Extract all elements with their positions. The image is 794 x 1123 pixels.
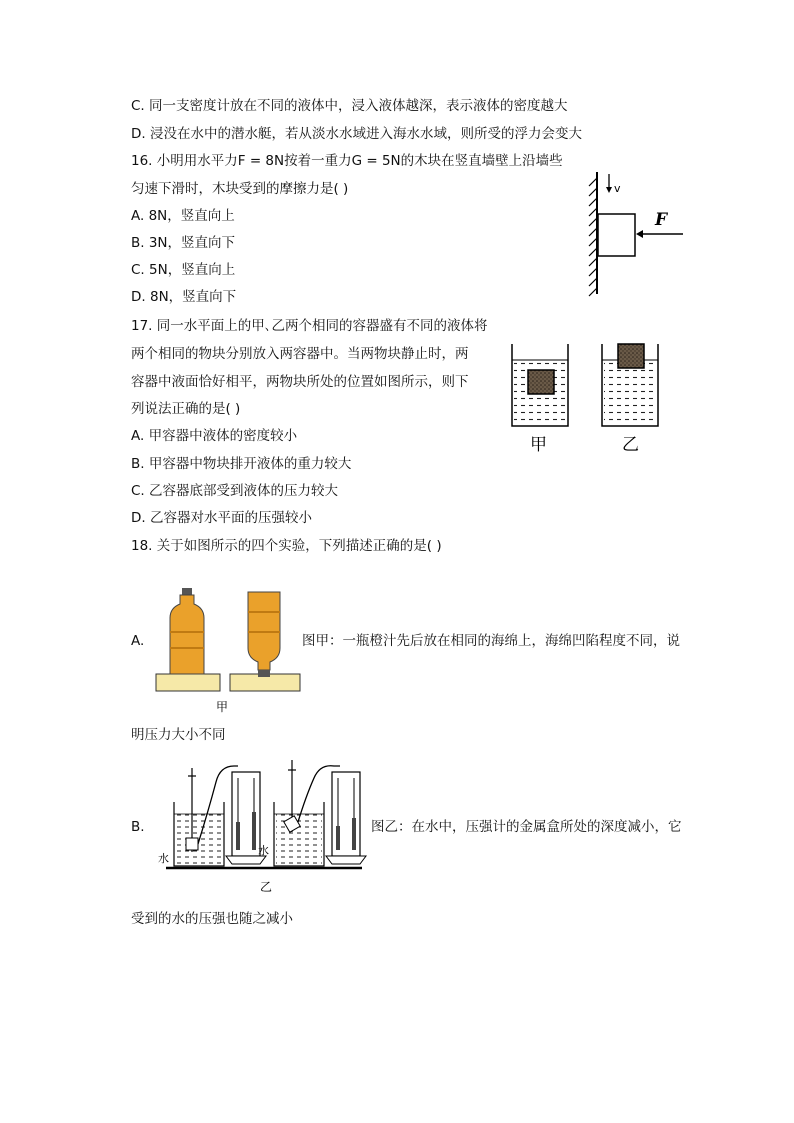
container-yi: [602, 344, 658, 426]
question-17-option-b: B. 甲容器中物块排开液体的重力较大: [131, 456, 352, 472]
force-arrow-icon: [636, 230, 683, 238]
question-17-option-d: D. 乙容器对水平面的压强较小: [131, 510, 312, 526]
velocity-arrow-icon: [606, 174, 612, 193]
block-in-jia: [528, 370, 554, 394]
question-16-option-d: D. 8N，竖直向下: [131, 289, 237, 305]
upright-bottle: [170, 588, 204, 674]
beaker-left: [174, 768, 224, 866]
question-18-option-b-text: 图乙：在水中，压强计的金属盒所处的深度减小，它: [371, 819, 682, 835]
sponge-left: [156, 674, 220, 691]
block-in-yi: [618, 344, 644, 368]
gauges-caption: 乙: [260, 880, 273, 894]
question-17-line-1: 17. 同一水平面上的甲､乙两个相同的容器盛有不同的液体将: [131, 318, 488, 334]
wall-hatching: [589, 172, 597, 296]
container-jia: [512, 344, 568, 426]
question-18-option-b-continued: 受到的水的压强也随之减小: [131, 911, 293, 927]
container-label-yi: 乙: [622, 435, 639, 455]
question-17-line-4: 列说法正确的是( ): [131, 401, 241, 417]
containers-figure: [504, 332, 662, 458]
question-17-line-2: 两个相同的物块分别放入两容器中。当两物块静止时，两: [131, 346, 469, 362]
pressure-gauge-figure: [160, 752, 370, 897]
question-18-option-a-continued: 明压力大小不同: [131, 727, 226, 743]
force-label: F: [655, 210, 668, 230]
question-16-line-1: 16. 小明用水平力F = 8N按着一重力G = 5N的木块在竖直墙壁上沿墙些: [131, 153, 563, 169]
question-18-option-b-letter: B.: [131, 819, 145, 835]
bottles-caption: 甲: [216, 700, 229, 714]
velocity-label: v: [614, 182, 621, 195]
question-17-option-a: A. 甲容器中液体的密度较小: [131, 428, 298, 444]
container-label-jia: 甲: [530, 435, 547, 455]
question-16-line-2: 匀速下滑时，木块受到的摩擦力是( ): [131, 181, 349, 197]
question-16-option-b: B. 3N，竖直向下: [131, 235, 236, 251]
question-18-option-a-letter: A.: [131, 633, 145, 649]
water-label-2: 水: [258, 844, 269, 857]
question-16-option-a: A. 8N，竖直向上: [131, 208, 235, 224]
wall-block-figure: [583, 168, 688, 298]
option-d-submarine: D. 浸没在水中的潜水艇，若从淡水水域进入海水水域，则所受的浮力会变大: [131, 126, 582, 142]
question-18-option-a-text: 图甲：一瓶橙汁先后放在相同的海绵上，海绵凹陷程度不同，说: [302, 633, 680, 649]
option-c-density: C. 同一支密度计放在不同的液体中，浸入液体越深，表示液体的密度越大: [131, 98, 568, 114]
question-17-line-3: 容器中液面恰好相平，两物块所处的位置如图所示，则下: [131, 374, 469, 390]
water-label-1: 水: [158, 852, 169, 865]
question-18: 18. 关于如图所示的四个实验，下列描述正确的是( ): [131, 538, 442, 554]
bottles-sponge-figure: [154, 588, 304, 716]
wood-block: [598, 214, 635, 256]
question-16-option-c: C. 5N，竖直向上: [131, 262, 236, 278]
beaker-right: [274, 760, 324, 866]
question-17-option-c: C. 乙容器底部受到液体的压力较大: [131, 483, 339, 499]
inverted-bottle: [248, 592, 280, 677]
